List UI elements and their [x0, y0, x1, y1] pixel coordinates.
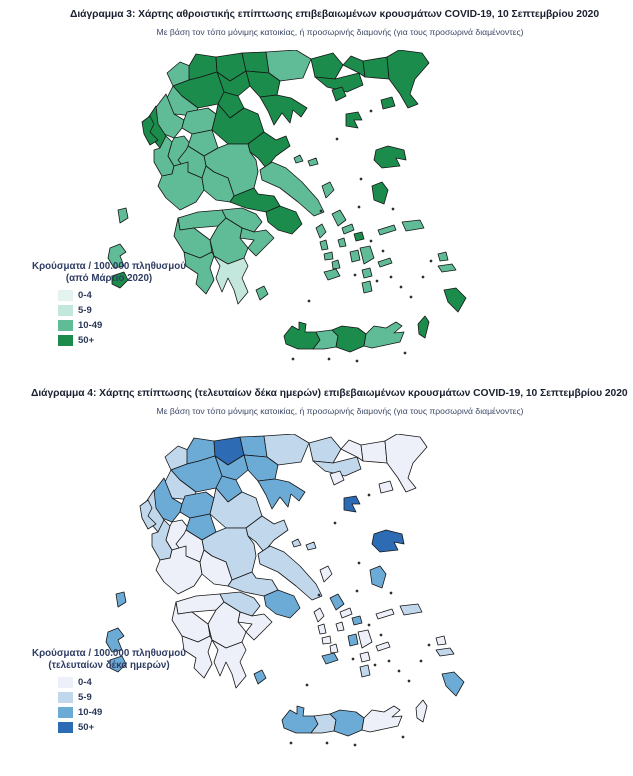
- region-drama: [311, 53, 343, 79]
- region-mykonos: [354, 232, 364, 241]
- legend-item: [58, 303, 200, 318]
- legend-subtitle: (τελευταίων δέκα ημερών): [48, 660, 170, 671]
- region-samos: [402, 220, 424, 231]
- region-lasithi: [364, 322, 404, 348]
- region-rodos: [444, 288, 466, 312]
- legend-title: Κρούσματα / 100.000 πληθυσμού: [32, 648, 186, 659]
- figure-4-title: Διάγραμμα 4: Χάρτης επίπτωσης (τελευταίων δέκα ημερών) επιβεβαιωμένων κρουσμάτων COVID-19, 10 Σεπτεμβρίου 2020: [31, 388, 628, 399]
- legend-item: [58, 705, 200, 720]
- legend-class-label: 0-4: [78, 677, 92, 688]
- region-evros: [387, 50, 429, 108]
- legend-title: Κρούσματα / 100.000 πληθυσμού: [32, 261, 186, 272]
- region-attiki: [264, 590, 300, 618]
- legend-class-label: 50+: [78, 335, 95, 346]
- region-naxos: [358, 630, 372, 648]
- region-kythnos: [320, 240, 328, 250]
- region-kea: [316, 224, 326, 238]
- region-karpathos: [416, 700, 427, 722]
- legend-items: [58, 288, 200, 348]
- region-lakonia: [212, 640, 246, 688]
- region-milos: [324, 269, 340, 280]
- legend-item: [58, 690, 200, 705]
- figure-3-subtitle: Με βάση τον τόπο μόνιμης κατοικίας, ή προσωρινής διαμονής (για τους προσωρινά διαμένοντες): [156, 27, 524, 37]
- region-amorgos: [378, 258, 392, 267]
- legend-subtitle: (από Μάρτιο 2020): [65, 273, 153, 284]
- region-chania: [284, 322, 320, 349]
- region-tinos: [342, 224, 354, 234]
- region-naxos: [360, 246, 374, 264]
- legend-class-label: 10-49: [78, 320, 103, 331]
- region-mykonos: [352, 616, 362, 625]
- legend-swatch: [58, 707, 73, 718]
- legend-swatch: [58, 305, 73, 316]
- region-chalkidiki: [258, 479, 305, 509]
- region-limnos: [346, 112, 362, 128]
- region-kythira: [256, 286, 268, 300]
- legend-item: [58, 720, 200, 735]
- region-sifnos: [330, 644, 338, 653]
- region-paros: [348, 634, 358, 646]
- region-rodopi: [363, 57, 389, 79]
- region-chania: [282, 706, 318, 733]
- legend-class-label: 5-9: [78, 305, 92, 316]
- legend-item: [58, 318, 200, 333]
- region-lefkada: [116, 592, 126, 607]
- region-samothraki: [379, 481, 393, 493]
- region-andros: [332, 210, 346, 226]
- region-andros: [330, 594, 344, 610]
- region-karpathos: [418, 316, 429, 338]
- region-chios: [372, 182, 388, 204]
- figure-4-subtitle: Με βάση τον τόπο μόνιμης κατοικίας, ή προσωρινής διαμονής (για τους προσωρινά διαμένοντες): [156, 406, 524, 416]
- legend-cumulative: [18, 261, 200, 348]
- region-tinos: [340, 608, 352, 618]
- legend-class-label: 0-4: [78, 290, 92, 301]
- legend-swatch: [58, 320, 73, 331]
- region-attiki: [266, 206, 302, 234]
- region-kea: [314, 608, 324, 622]
- region-ikaria: [378, 225, 396, 235]
- region-samos: [400, 604, 422, 615]
- region-kilkis: [240, 436, 267, 457]
- region-kos: [438, 264, 456, 272]
- region-kythira: [254, 670, 266, 684]
- region-skyros: [322, 182, 334, 198]
- region-serifos: [322, 636, 331, 644]
- legend-swatch: [58, 290, 73, 301]
- region-kalymnos: [438, 252, 448, 261]
- region-ios: [362, 268, 372, 278]
- region-syros: [336, 622, 344, 631]
- region-lakonia: [214, 256, 248, 304]
- region-samothraki: [381, 97, 395, 109]
- region-milos: [322, 653, 338, 664]
- legend-class-label: 10-49: [78, 707, 103, 718]
- legend-item: [58, 288, 200, 303]
- legend-swatch: [58, 692, 73, 703]
- legend-class-label: 50+: [78, 722, 95, 733]
- region-skyros: [320, 566, 332, 582]
- legend-swatch: [58, 722, 73, 733]
- region-rodopi: [361, 441, 387, 463]
- region-chios: [370, 566, 386, 588]
- legend-recent: [18, 648, 200, 735]
- region-irakleio: [330, 710, 364, 736]
- region-ikaria: [376, 609, 394, 619]
- legend-swatch: [58, 335, 73, 346]
- region-lefkada: [118, 208, 128, 223]
- region-limnos: [344, 496, 360, 512]
- region-kilkis: [242, 52, 269, 73]
- legend-class-label: 5-9: [78, 692, 92, 703]
- legend-item: [58, 333, 200, 348]
- region-amorgos: [376, 642, 390, 651]
- region-sporades: [292, 539, 316, 550]
- region-chalkidiki: [260, 95, 307, 125]
- region-lasithi: [362, 706, 402, 732]
- region-lesvos: [374, 146, 406, 168]
- region-rodos: [442, 672, 464, 696]
- region-lesvos: [372, 530, 404, 552]
- region-drama: [309, 437, 341, 463]
- region-sporades: [294, 155, 318, 166]
- region-kalymnos: [436, 636, 446, 645]
- region-santorini: [360, 665, 370, 677]
- region-sifnos: [332, 260, 340, 269]
- region-irakleio: [332, 326, 366, 352]
- region-santorini: [362, 281, 372, 293]
- region-syros: [338, 238, 346, 247]
- region-kos: [436, 648, 454, 656]
- legend-swatch: [58, 677, 73, 688]
- region-paros: [350, 250, 360, 262]
- region-serifos: [324, 252, 333, 260]
- region-ios: [360, 652, 370, 662]
- legend-item: [58, 675, 200, 690]
- legend-items: [58, 675, 200, 735]
- region-kythnos: [318, 624, 326, 634]
- figure-3-title: Διάγραμμα 3: Χάρτης αθροιστικής επίπτωσης επιβεβαιωμένων κρουσμάτων COVID-19, 10 Σεπτεμβρίου 2020: [70, 9, 600, 20]
- region-evros: [385, 434, 427, 492]
